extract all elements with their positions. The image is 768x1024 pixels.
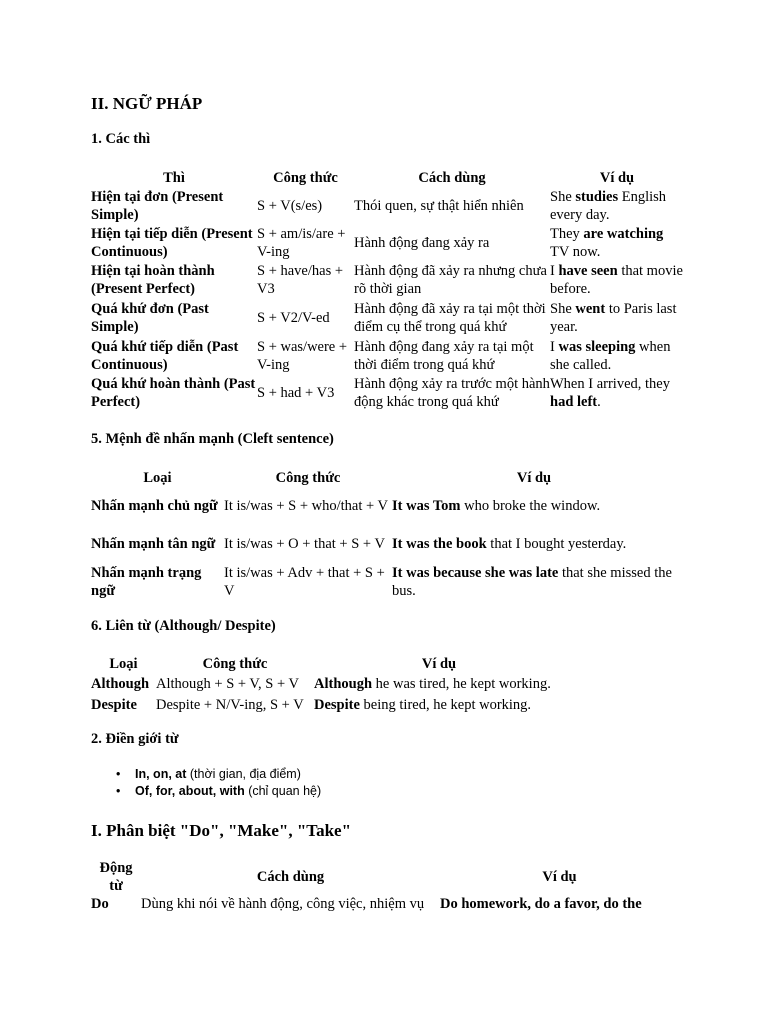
table-row — [91, 374, 684, 412]
verb-cell: Do — [91, 896, 109, 912]
formula-cell: Despite + N/V-ing, S + V — [156, 696, 304, 713]
formula-cell: S + had + V3 — [257, 385, 335, 401]
table-header-row — [91, 168, 684, 187]
example-cell — [314, 673, 564, 694]
subsection-title-cleft: 5. Mệnh đề nhấn mạnh (Cleft sentence) — [91, 431, 334, 447]
example-text-segment: It was because she was late — [392, 565, 559, 581]
usage-cell: Dùng khi nói về hành động, công việc, nhiệm vụ — [141, 896, 425, 912]
column-header: Công thức — [275, 469, 341, 486]
example-text-segment: was sleeping — [558, 338, 636, 355]
table-row — [91, 299, 684, 337]
subsection-title-tenses: 1. Các thì — [91, 131, 151, 147]
example-cell — [550, 299, 684, 337]
list-item — [116, 783, 321, 800]
subsection-title-prepositions: 2. Điền giới từ — [91, 731, 179, 747]
table-header-row — [91, 859, 679, 895]
example-cell — [392, 525, 676, 563]
example-text-segment: that I bought yesterday. — [486, 536, 627, 552]
tense-name-cell: Quá khứ tiếp diễn (Past Continuous) — [91, 338, 239, 373]
usage-cell: Thói quen, sự thật hiển nhiên — [354, 197, 524, 214]
preposition-terms: In, on, at — [135, 767, 187, 781]
usage-cell: Hành động xảy ra trước một hành động khác trong quá khứ — [354, 376, 550, 410]
example-text-segment: Despite — [314, 696, 360, 713]
example-cell — [440, 895, 679, 913]
example-text-segment: English every day. — [550, 188, 667, 223]
type-cell: Nhấn mạnh chủ ngữ — [91, 498, 218, 514]
formula-cell: Although + S + V, S + V — [156, 675, 299, 692]
example-text-segment: have seen — [558, 263, 618, 279]
formula-cell: S + V(s/es) — [257, 197, 323, 214]
example-text-segment: She — [550, 301, 576, 317]
example-text-segment: It was Tom — [392, 498, 461, 514]
example-text-segment: that movie before. — [550, 263, 683, 297]
table-row — [91, 261, 684, 299]
column-header: Thì — [163, 169, 185, 186]
table-row — [91, 224, 684, 261]
column-header: Ví dụ — [516, 469, 552, 486]
example-cell — [550, 224, 684, 261]
table-row — [91, 187, 684, 224]
example-text-segment: She — [550, 188, 576, 205]
formula-cell: S + V2/V-ed — [257, 310, 330, 326]
formula-cell: It is/was + Adv + that + S + V — [224, 565, 385, 599]
table-row — [91, 337, 684, 374]
formula-cell: It is/was + S + who/that + V — [224, 498, 389, 514]
example-text-segment: had left — [550, 394, 598, 410]
example-text-segment: I — [550, 263, 559, 279]
example-text-segment: . — [597, 394, 601, 410]
formula-cell: S + was/were + V-ing — [257, 338, 348, 373]
list-item — [116, 766, 321, 783]
example-cell — [314, 694, 564, 715]
column-header: Ví dụ — [421, 656, 457, 672]
conjunction-table — [91, 655, 564, 715]
example-cell — [550, 374, 684, 412]
example-text-segment: when she called. — [550, 338, 671, 373]
table-row — [91, 525, 676, 563]
table-row — [91, 673, 564, 694]
column-header: Loại — [109, 656, 138, 672]
example-text-segment: went — [575, 301, 606, 317]
example-text-segment: Although — [314, 675, 373, 692]
example-text-segment: I — [550, 338, 559, 355]
column-header: Ví dụ — [542, 869, 577, 885]
tenses-table — [91, 168, 684, 412]
formula-cell: It is/was + O + that + S + V — [224, 536, 385, 552]
example-text-segment: who broke the window. — [460, 498, 601, 514]
column-header: Loại — [143, 469, 172, 486]
preposition-terms: Of, for, about, with — [135, 784, 245, 798]
type-cell: Despite — [91, 696, 137, 713]
example-text-segment: that she missed the bus. — [392, 565, 672, 599]
column-header: Cách dùng — [418, 169, 486, 186]
section-title-grammar: II. NGỮ PHÁP — [91, 94, 203, 113]
example-text-segment: When I arrived, they — [550, 376, 670, 392]
usage-cell: Hành động đã xảy ra tại một thời điểm cụ thể trong quá khứ — [354, 301, 546, 335]
type-cell: Nhấn mạnh trạng ngữ — [91, 565, 202, 599]
column-header: Cách dùng — [256, 869, 325, 885]
example-cell — [392, 487, 676, 525]
table-header-row — [91, 468, 676, 487]
column-header: Công thức — [273, 169, 338, 186]
example-cell — [550, 187, 684, 224]
subsection-title-conjunctions: 6. Liên từ (Although/ Despite) — [91, 618, 276, 634]
column-header: Động từ — [99, 860, 133, 894]
do-make-take-table — [91, 859, 679, 913]
formula-cell: S + have/has + V3 — [257, 263, 344, 297]
usage-cell: Hành động đã xảy ra nhưng chưa rõ thời gian — [354, 263, 547, 297]
example-text-segment: studies — [575, 188, 619, 205]
example-text-segment: are watching — [583, 225, 664, 242]
table-row — [91, 563, 676, 601]
example-cell — [550, 261, 684, 299]
preposition-note: (chỉ quan hệ) — [244, 784, 322, 798]
column-header: Công thức — [202, 656, 268, 672]
table-row — [91, 487, 676, 525]
type-cell: Although — [91, 675, 150, 692]
column-header: Ví dụ — [599, 169, 635, 186]
tense-name-cell: Hiện tại đơn (Present Simple) — [91, 188, 224, 223]
usage-cell: Hành động đang xảy ra tại một thời điểm trong quá khứ — [354, 338, 534, 373]
usage-cell: Hành động đang xảy ra — [354, 234, 490, 251]
example-text-segment: he was tired, he kept working. — [372, 675, 551, 692]
formula-cell: S + am/is/are + V-ing — [257, 225, 346, 260]
table-row — [91, 895, 679, 913]
example-cell — [392, 563, 676, 601]
preposition-note: (thời gian, địa điểm) — [186, 767, 301, 781]
tense-name-cell: Quá khứ đơn (Past Simple) — [91, 301, 209, 335]
section-title-do-make-take: I. Phân biệt "Do", "Make", "Take" — [91, 821, 352, 840]
tense-name-cell: Quá khứ hoàn thành (Past Perfect) — [91, 376, 256, 410]
example-text-segment: They — [550, 225, 584, 242]
example-text-segment: It was the book — [392, 536, 487, 552]
table-header-row — [91, 655, 564, 673]
example-text-segment: to Paris last year. — [550, 301, 677, 335]
example-text-segment: Do homework, do a favor, do the — [440, 896, 642, 912]
cleft-table — [91, 468, 676, 601]
tense-name-cell: Hiện tại hoàn thành (Present Perfect) — [91, 263, 215, 297]
tense-name-cell: Hiện tại tiếp diễn (Present Continuous) — [91, 225, 253, 260]
example-text-segment: TV now. — [550, 243, 601, 260]
type-cell: Nhấn mạnh tân ngữ — [91, 536, 216, 552]
table-row — [91, 694, 564, 715]
preposition-list — [116, 766, 321, 800]
example-cell — [550, 337, 684, 374]
example-text-segment: being tired, he kept working. — [359, 696, 532, 713]
